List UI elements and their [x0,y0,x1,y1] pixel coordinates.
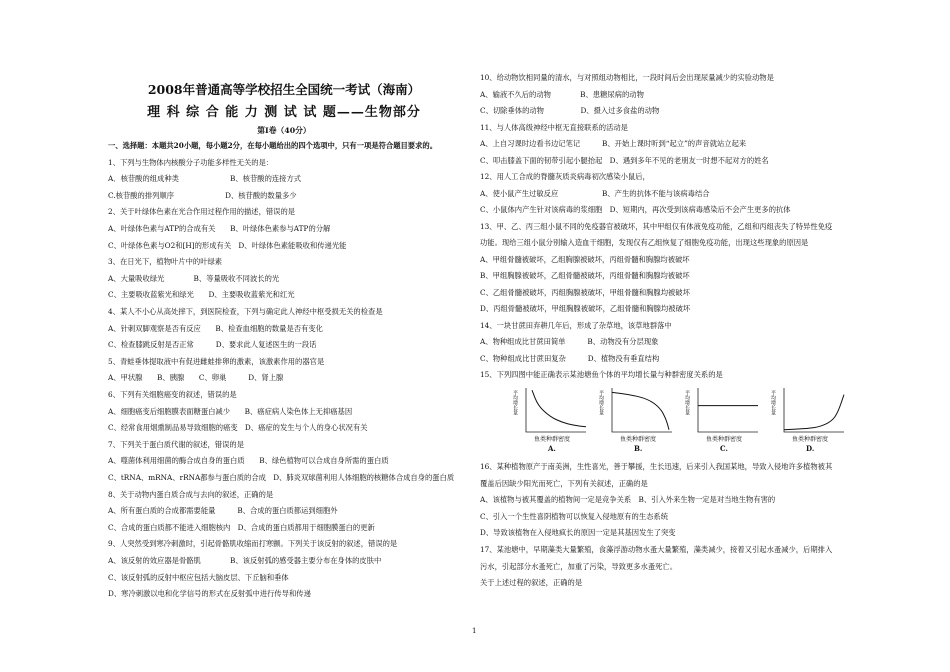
chart-ylabel: 平均增长量 [684,390,690,415]
question-line: 16、某种植物原产于南美洲，生性喜光，善于攀援，生长迅速，后来引入我国某地，导致入侵地许多植物被其 [480,462,833,471]
chart-plot-area [604,384,676,440]
q15-chart-b [598,384,666,453]
chart-axes [612,388,672,432]
q15-chart-d [770,384,838,453]
question-line: A、噬菌体利用细菌的酶合成自身的蛋白质 B、绿色植物可以合成自身所需的蛋白质 [108,456,389,466]
question-line: C.核苷酸的排列顺序 D、核苷酸的数量多少 [108,190,297,200]
chart-option-label: C. [720,444,728,453]
chart-xlabel: 鱼类种群密度 [706,436,743,443]
question-line: A、叶绿体色素与ATP的合成有关 B、叶绿体色素参与ATP的分解 [108,224,331,233]
chart-option-label: A. [548,444,556,453]
question-line: 8、关于动物内蛋白质合成与去向的叙述，正确的是 [108,489,274,499]
question-line: 1、下列与生物体内核酸分子功能多样性无关的是： [108,157,274,167]
chart-plot-area [776,384,848,440]
chart-axes [784,388,844,432]
question-line: A．核苷酸的组成种类 B、核苷酸的连接方式 [108,174,302,184]
question-line: 13、甲、乙、丙三组小鼠不同的免疫器官被破坏，其中甲组仅有体液免疫功能，乙组和丙组丧失了特异性免疫 [480,221,833,231]
chart-ylabel: 平均增长量 [598,390,604,415]
question-line: A、所有蛋白质的合成都需要能量 B、合成的蛋白质都运到细胞外 [108,506,338,516]
chart-ylabel: 平均增长量 [770,390,776,415]
chart-series-line [532,390,586,427]
question-line: C、引入一个生性喜阴植物可以恢复入侵地原有的生态系统 [480,511,669,521]
chart-xlabel: 鱼类种群密度 [534,436,571,443]
question-line: 4、某人不小心从高处摔下，到医院检查，下列与确定此人神经中枢受损无关的检查是 [108,307,383,316]
page-number: 1 [472,627,477,635]
q15-chart-a [512,384,580,453]
question-line: C、切除垂体的动物 D、摄入过多食盐的动物 [480,106,660,115]
exam-title: 2008年普通高等学校招生全国统一考试（海南） [147,82,421,97]
chart-option-label: D. [806,444,815,453]
question-line: A、针刺双脚观察是否有反应 B、检查血细胞的数量是否有变化 [108,323,323,333]
question-line: A、细胞癌变后细胞膜表面糖蛋白减少 B、癌症病人染色体上无抑癌基因 [108,406,353,416]
question-line: A、甲状腺 B、胰腺 C、卵巢 D、肾上腺 [108,373,284,383]
question-line: C、经常食用烟熏制品易导致细胞的癌变 D、癌症的发生与个人的身心状况有关 [108,423,368,433]
chart-plot-area [518,384,590,440]
question-line: C、tRNA、mRNA、rRNA都参与蛋白质的合成 D、肺炎双球菌利用人体细胞的核糖体合成自身的蛋白质 [108,473,455,482]
question-line: 15、下列四图中能正确表示某池塘鱼个体的平均增长量与种群密度关系的是 [480,370,723,379]
chart-plot-area [690,384,762,440]
q15-chart-c [684,384,752,453]
question-line: A、甲组骨髓被破坏，乙组胸腺被破坏，丙组骨髓和胸腺均被破坏 [480,254,690,264]
question-line: C、主要吸收蓝紫光和绿光 D、主要吸收蓝紫光和红光 [108,290,295,300]
question-line: A、该植物与被其覆盖的植物间一定是竞争关系 B、引入外来生物一定是对当地生物有害的 [480,495,776,505]
question-line: A、大量吸收绿光 B、等量吸收不同波长的光 [108,273,280,283]
exam-subtitle: 理 科 综 合 能 力 测 试 试 题——生物部分 [147,105,421,120]
chart-option-label: B. [634,444,643,453]
chart-xlabel: 鱼类种群密度 [792,436,829,443]
question-line: 17、某池塘中，早期藻类大量繁殖，食藻浮游动物水蚤大量繁殖，藻类减少，接着又引起水蚤减少，后期排入 [480,545,833,554]
question-line: 6、下列有关细胞癌变的叙述，错误的是 [108,390,237,399]
section-heading: 第Ⅰ卷（40分） [257,126,311,135]
question-line: 功能。现给三组小鼠分别输入造血干细胞，发现仅有乙组恢复了细胞免疫功能，出现这些现象的原因是 [480,238,809,247]
question-line: 污水，引起部分水蚤死亡，加重了污染，导致更多水蚤死亡。 [480,561,678,571]
question-line: C、小鼠体内产生针对该病毒的浆细胞 D、短期内，再次受到该病毒感染后不会产生更多的抗体 [480,205,791,214]
question-line: A、该反射的效应器是骨骼肌 B、该反射弧的感受器主要分布在身体的皮肤中 [108,556,382,565]
question-line: 覆盖后因缺少阳光而死亡，下列有关叙述，正确的是 [480,478,648,488]
question-line: 关于上述过程的叙述，正确的是 [480,578,583,588]
question-line: C、乙组骨髓被破坏，丙组胸腺被破坏，甲组骨髓和胸腺均被破坏 [480,287,690,297]
question-line: B、甲组胸腺被破坏，乙组骨髓被破坏，丙组骨髓和胸腺均被破坏 [480,271,690,280]
chart-series-line [612,392,669,429]
question-line: C、物种组成比甘蔗田复杂 D、植物没有垂直结构 [480,353,660,363]
question-line: A、物种组成比甘蔗田简单 B、动物没有分层现象 [480,337,659,346]
chart-xlabel: 鱼类种群密度 [620,436,657,443]
question-line: 7、下列关于蛋白质代谢的叙述，错误的是 [108,439,244,449]
question-line: D、寒冷刺激以电和化学信号的形式在反射弧中进行传导和传递 [108,589,311,599]
question-line: 12、用人工合成的脊髓灰质炎病毒初次感染小鼠后， [480,172,650,181]
question-line: 一、选择题：本题共20小题，每小题2分，在每小题给出的四个选项中，只有一项是符合题目要求的。 [108,141,437,150]
question-line: 5、青蛙垂体提取液中有促进雌蛙排卵的激素，该激素作用的器官是 [108,356,325,366]
question-line: 3、在日光下，植物叶片中的叶绿素 [108,257,223,267]
question-line: 2、关于叶绿体色素在光合作用过程作用的描述，错误的是 [108,207,296,217]
question-line: A、上自习课时边看书边记笔记 B、开始上课时听到“起立”的声音就站立起来 [480,139,747,148]
question-line: C、合成的蛋白质都不能进入细胞核内 D、合成的蛋白质都用于细胞膜蛋白的更新 [108,522,375,532]
question-line: 14、一块甘蔗田弃耕几年后，形成了杂草地，该草地群落中 [480,320,672,330]
question-line: C、该反射弧的反射中枢应包括大脑皮层、下丘脑和垂体 [108,572,289,582]
question-line: A、使小鼠产生过敏反应 B、产生的抗体不能与该病毒结合 [480,188,710,198]
question-line: D、丙组骨髓被破坏，甲组胸腺被破坏，乙组骨髓和胸腺均被破坏 [480,304,691,313]
question-line: C、检查膝跳反射是否正常 D、要求此人复述医生的一段话 [108,340,317,350]
question-line: D、导致该植物在入侵地疯长的原因一定是其基因发生了突变 [480,528,676,538]
question-line: C、叶绿体色素与O2和[H]的形成有关 D、叶绿体色素能吸收和传递光能 [108,240,347,250]
chart-axes [698,388,758,432]
question-line: 10、给动物饮相同量的清水，与对照组动物相比，一段时间后会出现尿量减少的实验动物是 [480,73,774,82]
chart-series-line [784,395,844,430]
q15-chart-group [512,384,848,453]
question-line: 11、与人体高级神经中枢无直接联系的活动是 [480,122,628,132]
question-line: 9、人突然受到寒冷刺激时，引起骨骼肌收缩而打寒颤。下列关于该反射的叙述，错误的是 [108,539,398,549]
question-line: A、输液不久后的动物 B、患糖尿病的动物 [480,89,644,99]
question-line: C、叩击膝盖下面的韧带引起小腿抬起 D、遇到多年不见的老朋友一时想不起对方的姓名 [480,155,769,165]
chart-ylabel: 平均增长量 [512,390,518,415]
